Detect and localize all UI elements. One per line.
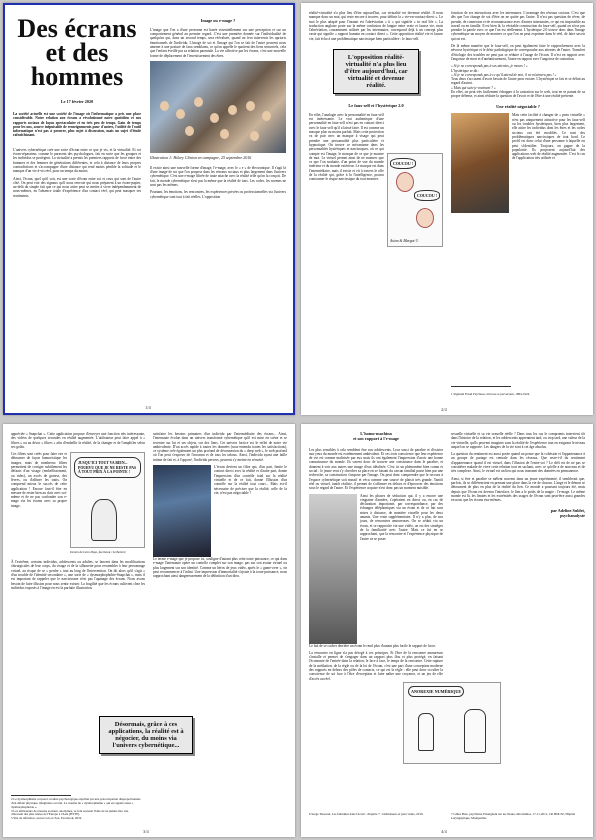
neurosis-text: De là même manière que le faux-self, on peut également faire le rapprochement avec la névrose hystérique et le désir pathologique de correspondre aux attentes de l'autre. Transfert d'étiologie des troubles ne peut pas se réduire à l'usage de l'écran. Il n'est en rapport avec l'angoisse de mort et d'anéantissement, l'autre en rapport avec l'angoisse de castration. xyxy=(451,44,585,61)
cartoon-anorexia xyxy=(403,682,501,764)
deepweb-text: satisfaire les besoins primaires d'un individu par l'intermédiaire des écrans... Ainsi, l'internaute évolue dans un univers transformé cybernétique qu'il est mise en scène et se recentre sur lui et ses objets, sur des liens. Cet univers factice est le reflet de notre vie ambivalente. D'un accès rapide à toutes les données (sous-entendu toutes les satisfactions), ce système crée également un plus profond de déconnexion du « deep web », le web profond où l'on peut s'exposer de l'inconnu et de tous les tabous. Ainsi, l'individu ayant une faille intime de fait et, à l'opposé, l'individu pervers, peuvent s'y mettre en sécurité. xyxy=(153,432,287,462)
footnote: 6 Serge Tisseron, Les fantômes dans l'écran : chapitre 7 : Ordinateurs et jeux vidéo, 2016. xyxy=(309,812,424,817)
footnote-1: 1 Signund Freud Psychose, névrose et perversion, 1894-1924. xyxy=(451,392,530,397)
article-body-1: L'univers cybernétique crée une sorte d'écran entre ce que je vis, et la virtualité. Et cet écran-réparateur, comme le paravent des psychologues, fait en sorte que les groupes et les individus se protègent. La virtualité a permis les premiers rapports de force entre des hommes et des femmes de générations différentes, et cela à distance de leurs propres contradictions et s'accompagne d'une distance qui rend moins pénible la solitude et le manque d'un vis-à-vis réel, pour un temps du moins. xyxy=(13,147,141,174)
footnote: 5 Site de référence, source Léo et Zoé, Facebook, 2019. xyxy=(11,816,83,821)
speech-bubble-right: COUCOU ! xyxy=(414,190,440,201)
page-number: 4/4 xyxy=(441,829,447,834)
who-am-i-quote: « Mais qui suis-je vraiment ? » xyxy=(451,85,496,90)
photo-caption: Illustration 1: Hilary Clinton en campagne, 25 septembre 2016 xyxy=(150,154,252,160)
page-3 xyxy=(3,424,295,837)
hysteric-text: fonction de ses interactions avec les internautes. L'avantage des réseaux sociaux. C'est que dès que l'on change de soi d'être on ne quitte pas l'autre. Il n'est pas question de rêver, de pseudo, de connexion et de reconnaissance avec d'autres internautes, ce qui est impossible au travail ou en famille. Il est bien là, la véritable construction du faux-self, quand on n'ose pas prendre la parole avec ce que l'on est réellement. L'hystérique 2.0 trouve donc dans l'image cybernétique un moyen de montrer ce que l'on ne peut exprimer dans le réel, de faire savoir qui on est. xyxy=(451,11,585,41)
footnote: 3 Les utilisateurs de réseaux sociaux, anonymes, se font souvent l'idée de ne jamais être vus. xyxy=(11,808,129,813)
sexuality-text: sexuelle virtuelle et sa vie sexuelle réelle ? Dans tous les cas le compromis intervient tôt dans l'histoire de la relation, et les adolescents apprennent tard, ou trop tard, une valeur de la vie virtuelle, qu'ils peuvent imaginer sans la réalité de l'expérience tout en exigeant le niveau auquel on se rapporte. Les dangers de la vie sont à cet âge absolus. xyxy=(451,432,585,449)
cartoon-waiting xyxy=(70,452,145,548)
article-date: Le 17 février 2020 xyxy=(60,99,94,104)
cartoon-title: ANOREXIE NUMÉRIQUE xyxy=(408,686,464,697)
footnotes xyxy=(11,792,145,821)
both-text: Tous deux s'accusent d'avoir besoin de l'autre pour exister. L'hystérique se fait et se défait au regard d'autrui. xyxy=(451,77,585,86)
emage-text: Le terme e-mage que je propose ici, souligne d'autant plus cette toute puissance, ce qui dans e-mage l'internaute opère un contrôle complet sur son image, pas sur son avatar virtuel ou plus largement sur son identité. Comme un héros de jeux vidéo, après le « game-over », on peut recommencer à l'infini. Une impression d'immortalité s'ajoute à la toute puissance, nous rapprochant ainsi dangereusement de la définition d'un dieu. xyxy=(153,557,287,579)
section-title-fauxself: Le faux-self et l'hystérique 2.0 xyxy=(348,103,404,109)
cartoon-person-icon xyxy=(464,709,486,753)
vr-headset-photo xyxy=(153,465,211,557)
hysteric-quote: « Si je ne corresponds pas à ce qu'il attend de moi, il ne m'aimera pas ! » xyxy=(451,72,557,77)
page1-right-column xyxy=(150,19,286,202)
image-text-1: L'image que l'on a d'une personne est basée essentiellement sur une perception et sur un comportement général au premier regard. C'est une première donnée sur l'individualité de quelqu'un qui, dans un second temps, sera réévaluée, quand on fera intervenir les aprioris émotionnels de l'individu. L'image de soi et l'image qui l'on se fait de l'autre peuvent nous amener à une posture de faux semblants, ce qu'on appelle le quotient des liens sensoriels, cela que l'enfant éveillé par sa relation parentale. La vie affective par les écrans, c'est une nouvelle forme de déplacement de l'investissement des êtres. xyxy=(150,27,286,58)
section-subtitle-homo: et son rapport à l'e-mage xyxy=(353,435,399,441)
image-text-3: Pourtant, les émotions, les rencontres, les expériences privées ou professionnelles via l'univers cybernétique sont tout à fait réelles. L'opposition xyxy=(150,190,286,199)
cartoon-speech: JUSQU'ICI TOUT VA BIEN... POURVU QUE JE NE RESTE PAS À TOUT PRIX À LA POINTE ! xyxy=(74,457,141,478)
filter-text: L'écran devient un filtre qui, d'un part, limite le contact direct avec la réalité et d'autre part, donne l'impression d'un contrôle total sur la réalité virtuelle et de ce fait, donne l'illusion d'un contrôle sur la réalité tout court... Mais est-il nécessaire de préciser que la réalité, celle de la vie, n'est pas négociable ? xyxy=(214,465,287,495)
article-body-2: Ainsi, l'écran, quel qu'il soit, est une sorte d'écran entre soi et ceux qui sont de l'autre côté. On peut voir des signaux qu'il nous renvoie qui nous préparent à un écran-papier, au-delà du simple fait que ce qui nous attire peut se mettre à vivre indépendamment de nous-mêmes, en l'absence totale d'expérience d'un contact réel, qui peut masquer ses sentiments. xyxy=(13,176,141,198)
smartphone-photo xyxy=(451,113,509,213)
belonging-text: La question du sentiment est aussi posée quand on pense que la cohésion et l'appartenance à un groupe de partage est centrale dans les réseaux. Que reste-t-il du sentiment d'appartenance quand il est virtuel, dans l'illusion de l'entre-soi ? Le défi est de ne pas se considérer malade de vivre cette relation tout en sachant, avec ce qu'elle a de nouveau et de très complexe. Ainsi, le virtuel est un lieu qui nous transmet des données en permanence. xyxy=(451,452,585,474)
section-title-homo: L'homo-machina xyxy=(360,431,392,436)
cartoon-mirror xyxy=(387,153,443,247)
page-number: 3/4 xyxy=(143,829,149,834)
footnotes xyxy=(309,813,585,821)
fauxself-quote: « Si je ne corresponds pas à ses attentes, je meurs ! » xyxy=(451,64,528,69)
reality-text: réalité-virtualité n'a plus lieu d'être aujourd'hui, car virtualité est devenue réalité. Il nous manque donc un mot, qui reste encore à trouver, pour définir la « vie-en-contact-direct ». Le mot le plus adapté pour l'instant est l'abréviation « ii » qui signifie « in real life ». La traduction anglaise porte sur la même confusion de langue entre vraie et fausse vie, mais l'abréviation, couramment utilisée par les internautes, correspond déjà à un concept plus vaste qui signifie « rapport humain en contact direct ». Cette opposition réalité vie et fausse vie, fait écho à une problématique narcissique bien particulière : le faux-self. xyxy=(309,11,443,41)
page-4 xyxy=(301,424,593,837)
cartoon-signature: Aston & Margot © xyxy=(389,238,419,243)
page2-right-column xyxy=(451,11,585,213)
page1-left-column xyxy=(13,13,141,201)
cartoon-person-icon xyxy=(418,713,434,751)
filters-text: Ces filtres sont créés pour faire rire et détourner de façon humoristique les images, mais de nombreux filtres permettent de corriger subtilement les défauts d'un visage (embellissement, ou rides), un excès de graisse, des lèvres, ou d'affiner les traits. On comprend mieux le succès de cette application ! Encore faut-il être en mesure de rester bien au clair avec soi-même et de ne pas confondre son e-mage via les écrans avec sa propre image. xyxy=(11,452,67,508)
footnote: 7 Gilles Bois, psychiatre Enseignant sur les Neuro-dits intimes, 17-11-2011, CR HOLTZ, Hôpital Laryngeptique, Montpellier. xyxy=(451,812,576,821)
cartoon-caption: Dessin de Léon Papo, facebook / LeiSolerie xyxy=(70,550,126,555)
hysteric-label: L'hystérique se dit : xyxy=(451,68,480,73)
seduction-text: Ainsi les phases de séduction qui, il y a encore une vingtaine d'années, s'opéraient en direct ou, en cas de déclaration importante, par correspondance, par des échanges téléphoniques via un écran et de ce fait sont mises à distance, de manière visuelle pour les deux amants. Une vraie supplémentaire. Il n'y a plus, de nos jours, de rencontres amoureuses. On se séduit via un écran, et se rapproche via une vidéo, on est des stratèges de la familiarité avec l'autre. Mais ce fut en se rapprochant, que la rencontre et l'expérience physique de l'autre va se poser. xyxy=(360,493,443,541)
cartoon-face-icon xyxy=(396,172,414,192)
adolescents-text: Les plus sensibles à cela semblent être nos adolescents. Leur souci de paraître et d'exister aux yeux du monde est extrêmement ambivalent. Et ces trois conscience que leur expérience de vie est comme maîtrisée par eux mais ils ont également l'impression d'avoir une bonne connaissance du monde. Ils savent donc de trouver une consistance dans le paraître, et donnent à voir aux autres une image d'eux idéalisée. C'est ici un phénomène bien connu et social : le jeune veut s'y chercher sa place en se faisant du carcan familial passe bien par une recherche, sa construction s'impose par l'image. On peut donc comprendre que le recours à l'espace cybernétique soit massif et vécu comme une source de plaisir très grande. Tantôt réel ou virtuel, tantôt réaliste, il permet de s'affirmer en dehors et d'éprouver des émotions sous le regard de l'autre. Et l'expérience acquise n'est donc pas un moment nuisible. xyxy=(309,447,443,491)
pull-quote-negotiate: Désormais, grâce à ces applications, la réalité est à négocier, du moins via l'univers cybernétique... xyxy=(99,716,193,754)
article-title: Des écrans et des hommes xyxy=(17,14,137,91)
footnote: 2 Le dysmorphisme corporel, trouble psychologique exprimé par une préoccupation disproportionnée d'un défaut physique, imaginaire ou réel. Le trouble du « dysmorphisme » qui est appelé aussi « dysmorphophobie ». xyxy=(11,797,141,809)
screen-text: Le fait de se cacher derrière un écran le rend plus d'autant plus facile le rapport de force. xyxy=(309,643,436,648)
negotiable-text: Mais cette facilité à changer de « peau virtuelle » n'est pas uniquement attractive pour les faux-self ou les troubles hystériques, bien plus largement, elle attire les individus dont les êtres et les codes sociaux ont été modifiés. Ce sont des problématiques narcissiques de tout bord. Le profil est donc celui d'une personne à laquelle on peut s'identifier. Toujours, on gagne de la popularité. Ils proposent aujourd'hui des applications web de réalité augmentée. C'est le cas de l'application très utilisée et xyxy=(512,113,585,161)
page4-right-column xyxy=(451,432,585,518)
campaign-photo xyxy=(150,61,286,153)
speech-bubble-left: COUCOU ! xyxy=(390,158,416,169)
castration-text: En effet, on peut très facilement échapper à la castration sur le web, tout en se parant de sa propre défense, et ainsi réduire la question de l'avoir et de l'être à une réalité présente. xyxy=(451,90,585,99)
image-text-2: Il existe ainsi une nouvelle forme d'image, l'e-mage, avec le « e » de électronique. Il s'agit là d'une image de soi que l'on propose dans les réseaux sociaux et plus largement dans l'univers cybernétique. C'est une e-mage filtrée de toute attache avec la réalité telle qu'on la conçoit. De fait, le monde cybernétique n'est pas la même que la réalité de tous. Les codes, les normes ne sont pas les mêmes. xyxy=(150,165,286,188)
page3-left-column xyxy=(11,432,145,593)
footnote: 4 Recueil des plus tristes de l'Europe à l'Asie (HTTP). xyxy=(11,812,80,817)
author-signature: par Adeline Sublet, xyxy=(550,508,585,514)
page4-left-column xyxy=(309,432,443,684)
cartoon-face-icon xyxy=(416,208,434,228)
page-number: 2/4 xyxy=(441,407,447,412)
page-1 xyxy=(3,3,295,415)
fauxself-text: En effet, l'analogie avec la personnalité en faux-self est intéressante. Le vrai authentique d'une personnalité en faux-self n'est pas en contact direct avec le faux-self qu'il a laissé faire. Il est comme un masque plus ou moins parfait. Mais cette protection va de pair avec un masque à visage qui peut prendre une personnalité plus particulière et hypnotique. On trouve ce mécanisme dans les personnalités hystériques et narcissiques, où ce qui compte est l'image, le masque de ce que je montre de moi. Le virtuel permet ainsi de ne montrer que ce que l'on souhaite, d'un point de vue du monde intérieur et du monde extérieur. Le masque est dans l'intermédiaire, mais il existe et vit à travers le rôle de la réalité qui, grâce à la l'intelligence, pourra contourner le risque narcissique du tout montrer. xyxy=(309,112,384,182)
section-title-negotiable: Une réalité négociable ? xyxy=(496,103,540,109)
author-role: psychanalyste xyxy=(560,513,585,519)
conclusion-text: Ainsi, si être et paraître se mêlent souvent dans un jeune expérimenté, il semblerait que, parfois, ils se différencient en prenant une place dans la vie de chacun. L'ange et le démon se détournent de plus en plus de la réalité du lien. Ce monde a pourtant toujours été, mais depuis que l'écran est devenu l'interface, le lien a le poids de la magie : l'e-mage. Le même monde est là, les limites et les extrémités des usages de l'écran sont peut-être aussi grandes en nous que les écrans eux-mêmes. xyxy=(451,476,585,503)
section-title-image: Image ou e-mage ? xyxy=(200,18,236,23)
surgery-text: À l'extrême, certains individus, adolescents ou adultes, se lancent dans les modifications chirurgicales de leur corps, du visage et de la silhouette pour ressembler à leur personnage virtuel, au risque de se « perdre » tout au long de l'intervention. On dit alors qu'il s'agit « d'un trouble de l'identité secondaire », une sorte de « dysmorphophobie-Snapchat », mais il est important de rappeler que le narcissisme n'est pas l'apanage des écrans. Nous avons besoin de faire illusion pour nous sentir exister. La fragilité que les écrans cultivent chez les individus exposés à l'image en est la parfaite illustration. xyxy=(11,560,145,590)
page3-right-column xyxy=(153,432,287,582)
page2-left-column xyxy=(309,11,443,247)
cartoon-character-icon xyxy=(91,499,117,541)
snapchat-text: appréciée « Snapchat ». Cette application propose d'envoyer une fonction très intéressante, des vidéos de quelques secondes en réalité augmentée. L'utilisateur peut faire appel à « filtres » ou au décor « filtres » afin d'embellir la réalité, de la changer et de l'amplifier selon ses goûts. xyxy=(11,432,145,449)
page-2 xyxy=(301,3,593,415)
pull-quote-reality: L'opposition réalité-virtualité n'a plus lieu d'être aujourd'hui, car virtualité et devenue réalité. xyxy=(333,49,419,94)
teen-photo xyxy=(309,494,357,644)
article-intro: La société actuelle est une société de l'image où l'informatique a pris une place considérable. Notre relation aux écrans a révolutionné notre quotidien et nos rapports sociaux de façon spectaculaire et en très peu de temps. Gain de temps pour les uns, source inépuisable de renseignements pour d'autres, l'utilité de l'outil informatique n'est pas à prouver, plus sujet à discussion, mais un sujet d'étude rafraîchissant. xyxy=(13,112,141,138)
page-number: 1/4 xyxy=(145,405,151,410)
encounter-text: La rencontre en ligne n'a pas dérogé à ces principes. Et l'être de la rencontre amoureuse s'installe et permet de s'engager dans un rapport plus flou et plus protégé, en faisant l'économie de l'entrée dans la relation, le face à face, le temps de la rencontre. Cette rupture de la médiation, de la règle ou de la loi de l'écran, c'est une part d'une conception moderne des rapports en dehors des pôles de contacts, ce qui est la règle : elle peut donc occulter la conscience de soi face à l'être d'exception et faire naître une croyance, et un jeu de rôle d'accès au réel. xyxy=(309,650,443,681)
